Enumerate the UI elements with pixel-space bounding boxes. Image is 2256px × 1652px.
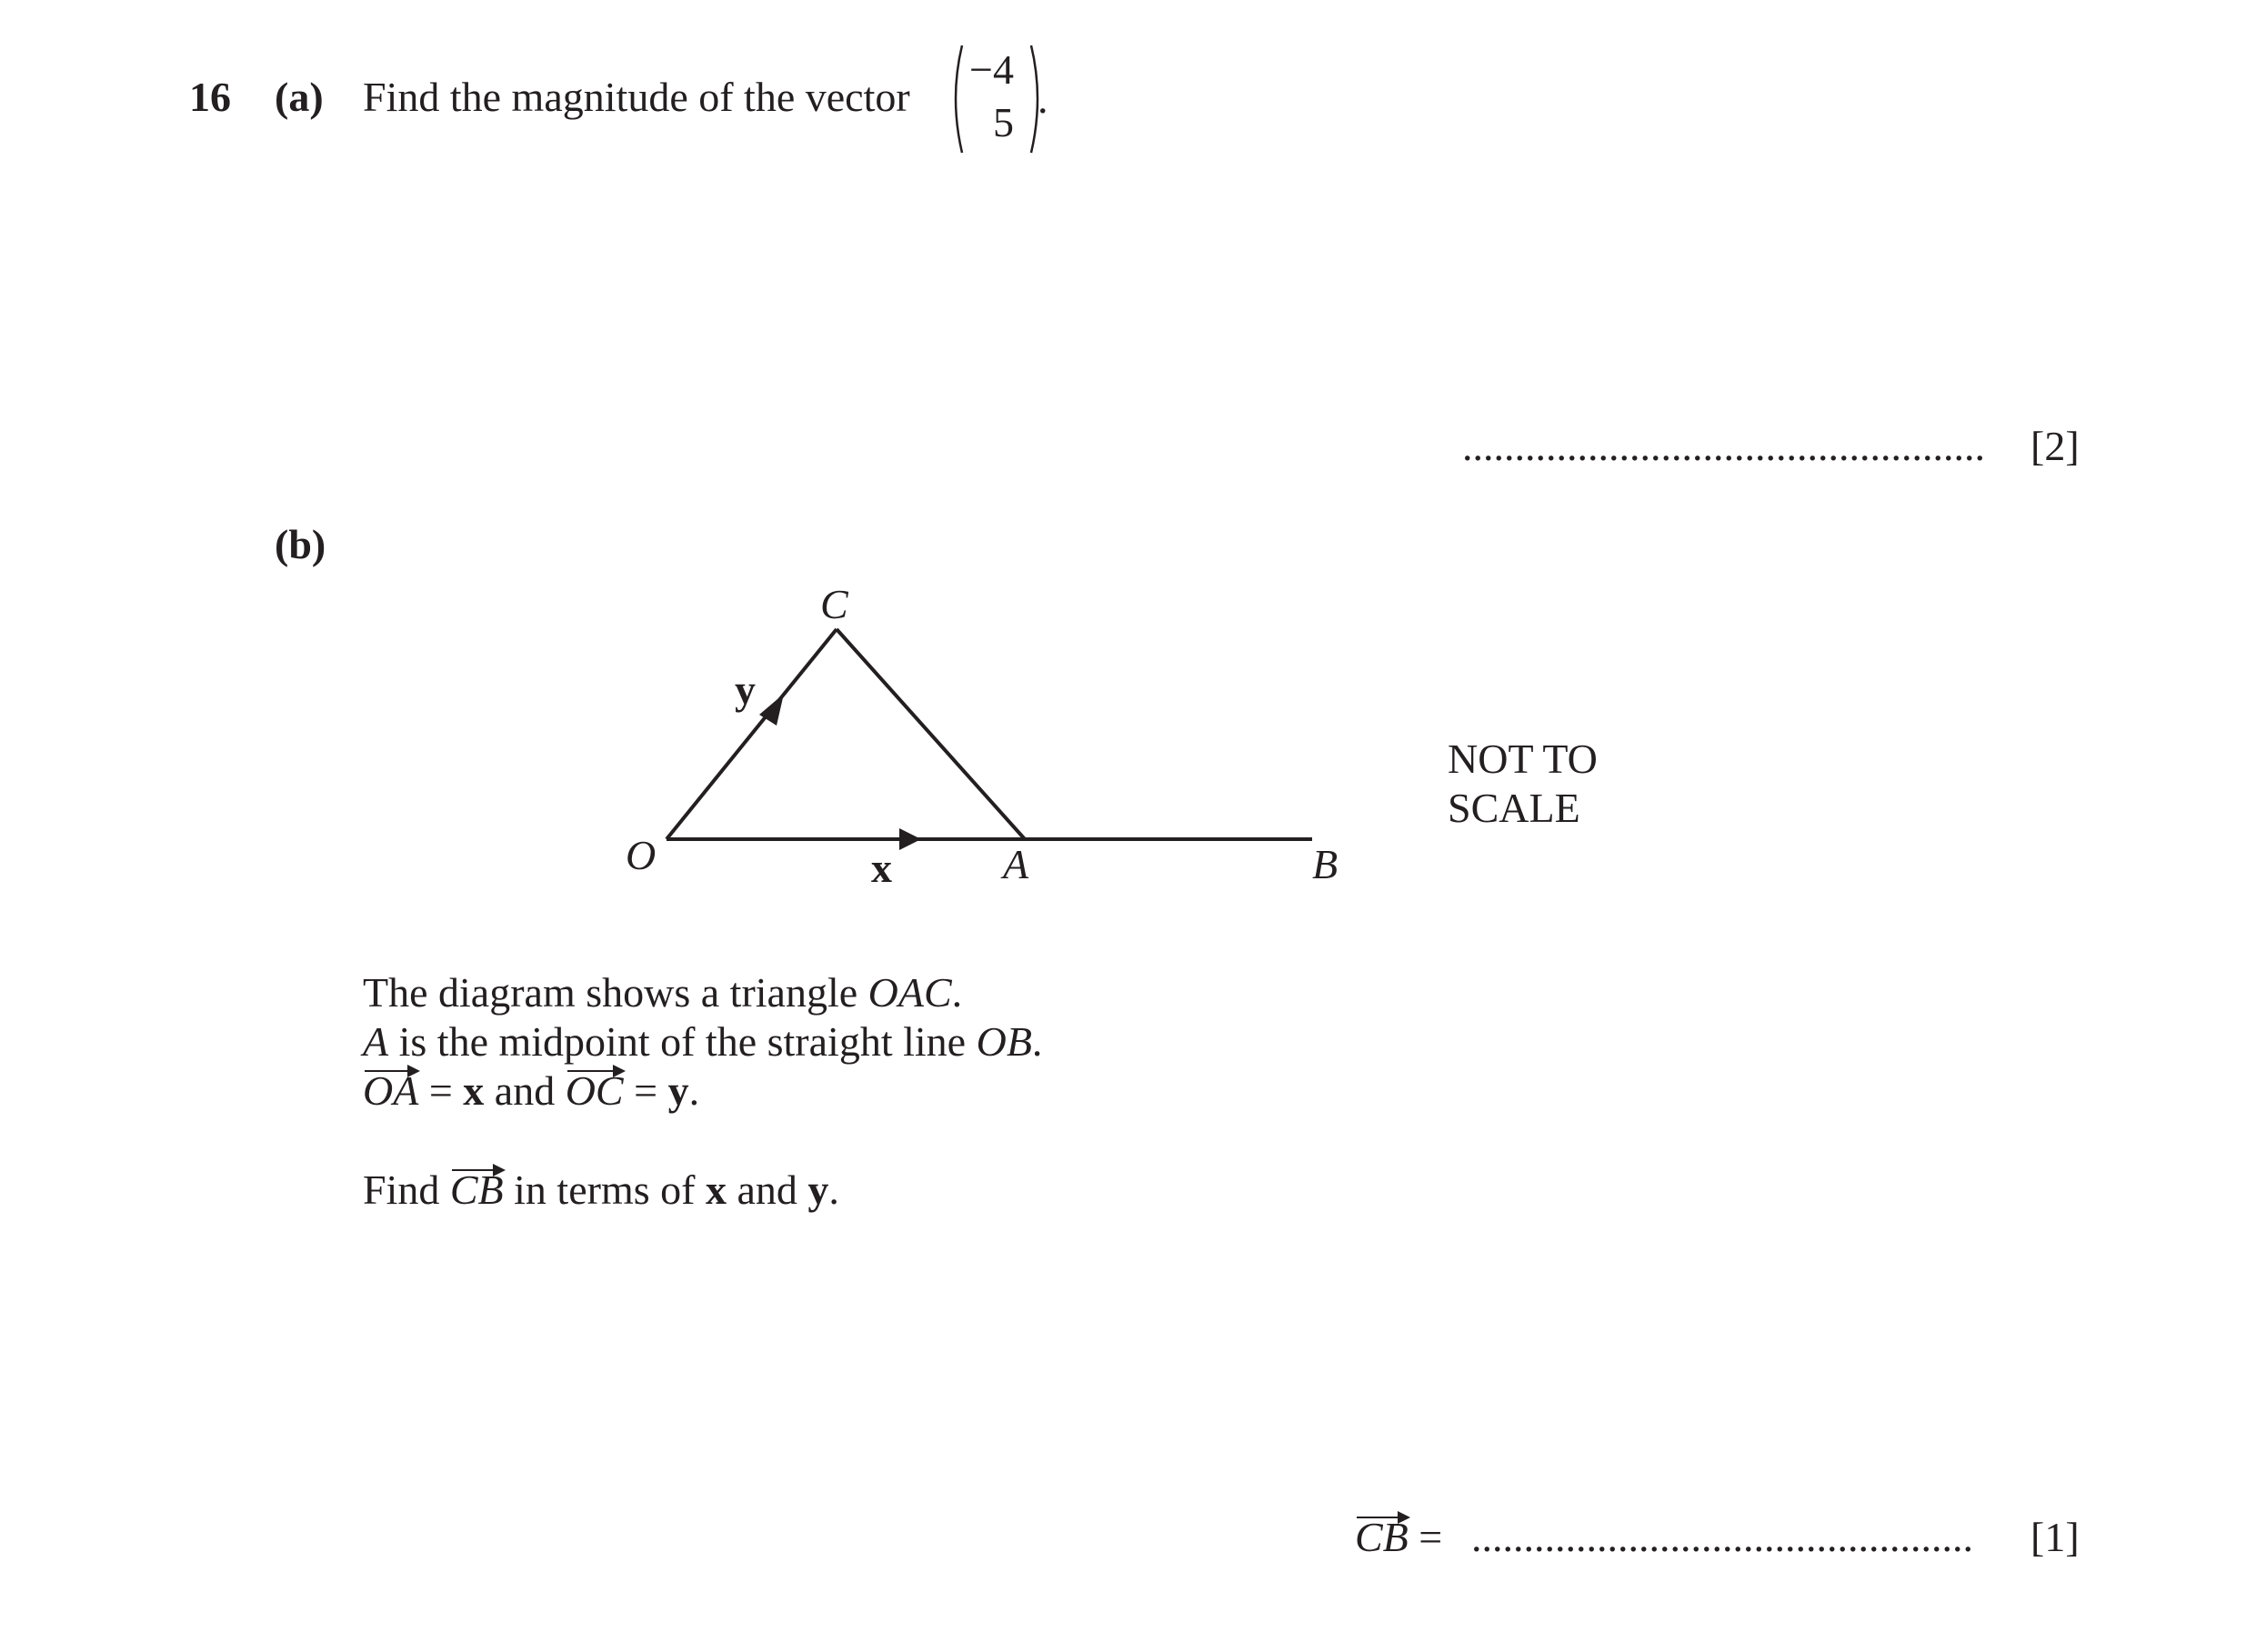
vector-x: x	[463, 1067, 485, 1114]
vector-oc: OC	[565, 1067, 624, 1114]
line-ca	[837, 629, 1025, 839]
answer-line-a[interactable]: ..................................................	[1462, 423, 1985, 469]
diagram-statement	[363, 968, 1042, 1116]
vector-cb: CB	[1355, 1514, 1409, 1560]
label-o: O	[626, 832, 657, 878]
label-x: x	[871, 845, 892, 891]
label-c: C	[820, 581, 848, 627]
vector-bottom-component: 5	[993, 99, 1014, 145]
statement-period: .	[951, 969, 963, 1016]
vector-y: y	[667, 1067, 689, 1114]
marks-b: [1]	[2030, 1514, 2080, 1560]
and-text: and	[484, 1067, 566, 1114]
equals: =	[418, 1067, 464, 1114]
note-line-2: SCALE	[1448, 785, 1580, 831]
label-b: B	[1312, 841, 1339, 887]
marks-a: [2]	[2030, 423, 2080, 469]
note-line-1: NOT TO	[1448, 736, 1598, 782]
answer-line-b[interactable]: ................................................	[1471, 1514, 1973, 1560]
statement-period: .	[1031, 1018, 1043, 1065]
statement-line-2	[363, 1017, 1042, 1066]
line-ob-name: OB	[976, 1018, 1032, 1065]
instruction-text: in terms of	[503, 1166, 706, 1213]
equals: =	[1408, 1514, 1443, 1560]
label-a: A	[1003, 841, 1029, 887]
label-y: y	[735, 666, 756, 713]
cb-answer-label	[1355, 1513, 1442, 1562]
vector-oa: OA	[363, 1067, 419, 1114]
part-b-instruction	[363, 1166, 839, 1215]
line-oc	[667, 629, 837, 839]
vector-top-component: −4	[969, 46, 1014, 93]
triangle-name: OAC	[867, 969, 952, 1016]
vector-cb: CB	[449, 1166, 504, 1213]
and-text: and	[726, 1166, 808, 1213]
arrow-x	[899, 828, 921, 850]
instruction-text: Find	[363, 1166, 450, 1213]
statement-text: The diagram shows a triangle	[363, 969, 868, 1016]
vector-period: .	[1038, 75, 1048, 122]
not-to-scale-note	[1448, 733, 1684, 831]
instruction-period: .	[828, 1166, 839, 1213]
statement-line-1	[363, 968, 1042, 1017]
point-a: A	[363, 1018, 389, 1065]
statement-line-3	[363, 1066, 1042, 1116]
statement-text: is the midpoint of the straight line	[388, 1018, 977, 1065]
equals: =	[623, 1067, 668, 1114]
question-number: 16	[189, 74, 231, 120]
part-a-question-text: Find the magnitude of the vector	[363, 74, 910, 120]
vector-x: x	[705, 1166, 727, 1213]
vector-y: y	[807, 1166, 829, 1213]
statement-period: .	[688, 1067, 700, 1114]
part-a-label: (a)	[275, 74, 324, 120]
part-b-label: (b)	[275, 521, 326, 567]
